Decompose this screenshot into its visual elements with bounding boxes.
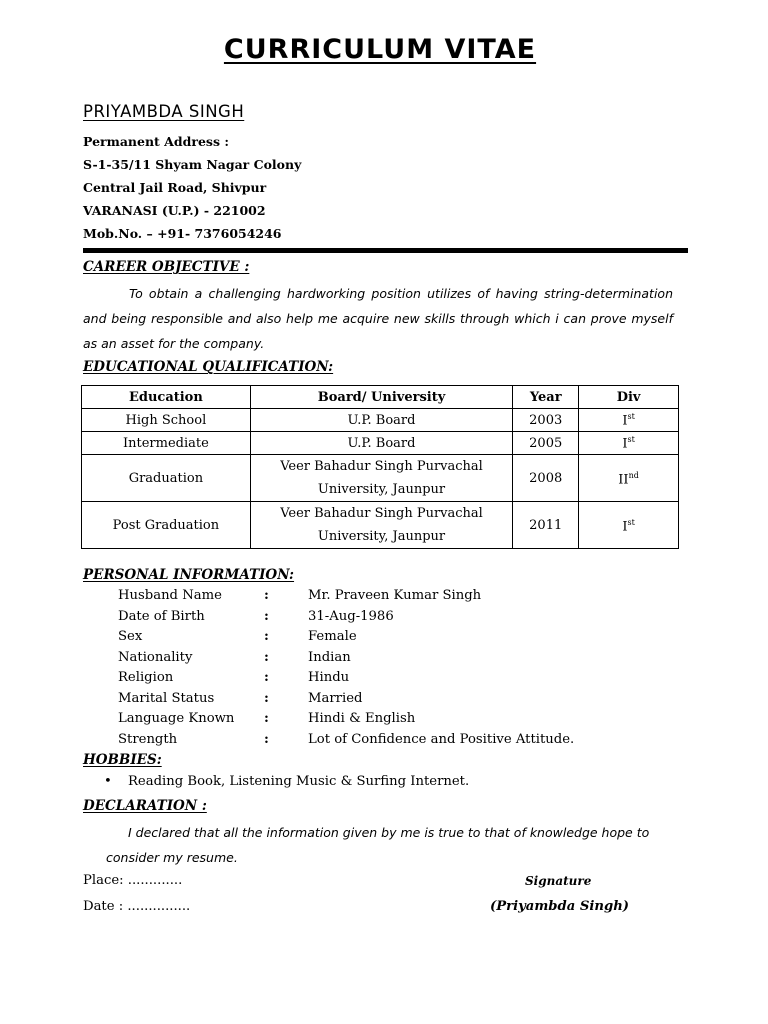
personal-label: Marital Status [118, 690, 215, 706]
hobbies-heading: HOBBIES: [83, 752, 162, 768]
div-cell [579, 455, 679, 502]
div-cell [579, 409, 679, 432]
personal-colon: : [264, 588, 269, 603]
signature-label: Signature [525, 874, 592, 888]
personal-value: Married [308, 690, 363, 706]
table-row [82, 409, 679, 432]
address-label: Permanent Address : [83, 134, 229, 149]
education-header-row [82, 386, 679, 409]
list-item [118, 730, 678, 751]
career-objective-heading: CAREER OBJECTIVE : [83, 259, 250, 275]
personal-value: Hindu [308, 670, 350, 685]
list-item [118, 627, 678, 648]
document-title: CURRICULUM VITAE [223, 34, 537, 65]
education-table [81, 385, 679, 549]
personal-label: Language Known [118, 711, 235, 726]
personal-colon: : [264, 670, 269, 685]
div-suffix: nd [628, 471, 639, 481]
education-heading: EDUCATIONAL QUALIFICATION: [83, 359, 334, 375]
list-item [118, 668, 678, 689]
date-line: Date : ............... [83, 899, 191, 914]
personal-label: Nationality [118, 649, 193, 665]
board-line-1: Veer Bahadur Singh Purvachal [280, 459, 483, 474]
personal-label: Religion [118, 670, 174, 685]
personal-colon: : [264, 629, 269, 644]
div-value: I [622, 413, 628, 429]
div-suffix: st [627, 434, 635, 444]
header-education: Education [82, 386, 251, 409]
address-block [83, 130, 683, 245]
personal-value: Indian [308, 649, 351, 665]
personal-value: Hindi & English [308, 711, 416, 726]
table-row [82, 502, 679, 549]
list-item [118, 648, 678, 669]
bullet-icon: • [104, 774, 112, 789]
year-cell: 2011 [513, 502, 579, 549]
year-cell: 2008 [513, 455, 579, 502]
personal-colon: : [264, 711, 269, 726]
personal-label: Husband Name [118, 588, 222, 603]
personal-label: Sex [118, 629, 143, 644]
table-row [82, 455, 679, 502]
personal-colon: : [264, 731, 269, 747]
hobby-text: Reading Book, Listening Music & Surfing Internet. [128, 774, 470, 789]
div-cell [579, 502, 679, 549]
div-value: I [622, 436, 628, 452]
div-value: I [622, 519, 628, 535]
header-board: Board/ University [250, 386, 512, 409]
personal-value: 31-Aug-1986 [308, 608, 394, 624]
education-cell: High School [82, 409, 251, 432]
personal-value: Lot of Confidence and Positive Attitude. [308, 731, 575, 747]
personal-label: Strength [118, 731, 178, 747]
list-item [118, 586, 678, 607]
board-line-1: Veer Bahadur Singh Purvachal [280, 506, 483, 521]
board-cell [250, 455, 512, 502]
candidate-name: PRIYAMBDA SINGH [83, 102, 245, 121]
personal-value: Female [308, 629, 357, 644]
personal-colon: : [264, 690, 269, 706]
personal-info-heading: PERSONAL INFORMATION: [83, 567, 295, 583]
signature-name: (Priyambda Singh) [490, 899, 630, 914]
board-cell: U.P. Board [250, 432, 512, 455]
declaration-text: I declared that all the information given by me is true to that of knowledge hope to consider my resume. [106, 825, 650, 865]
board-line-2: University, Jaunpur [317, 529, 446, 544]
education-cell: Graduation [82, 455, 251, 502]
personal-colon: : [264, 608, 269, 624]
board-cell: U.P. Board [250, 409, 512, 432]
career-objective-text: To obtain a challenging hardworking position utilizes of having string-determination and being responsible and also help me acquire new skills through which i can prove myself as an asset for the company. [83, 286, 673, 351]
hobby-item [104, 774, 469, 789]
div-cell [579, 432, 679, 455]
address-line-2: Central Jail Road, Shivpur [83, 180, 267, 195]
div-suffix: st [627, 411, 635, 421]
year-cell: 2003 [513, 409, 579, 432]
declaration-heading: DECLARATION : [83, 798, 207, 814]
personal-label: Date of Birth [118, 608, 205, 624]
header-div: Div [579, 386, 679, 409]
education-cell: Post Graduation [82, 502, 251, 549]
address-line-1: S-1-35/11 Shyam Nagar Colony [83, 157, 302, 172]
table-row [82, 432, 679, 455]
header-year: Year [513, 386, 579, 409]
year-cell: 2005 [513, 432, 579, 455]
personal-value: Mr. Praveen Kumar Singh [308, 588, 482, 603]
divider-rule [83, 248, 688, 253]
personal-info-list [118, 586, 678, 750]
mobile-number: Mob.No. – +91- 7376054246 [83, 226, 282, 241]
education-cell: Intermediate [82, 432, 251, 455]
list-item [118, 689, 678, 710]
list-item [118, 709, 678, 730]
board-cell [250, 502, 512, 549]
place-line: Place: ............. [83, 873, 183, 888]
div-value: II [618, 472, 629, 488]
address-line-3: VARANASI (U.P.) - 221002 [83, 203, 266, 218]
board-line-2: University, Jaunpur [317, 482, 446, 497]
list-item [118, 607, 678, 628]
div-suffix: st [627, 518, 635, 528]
personal-colon: : [264, 649, 269, 665]
